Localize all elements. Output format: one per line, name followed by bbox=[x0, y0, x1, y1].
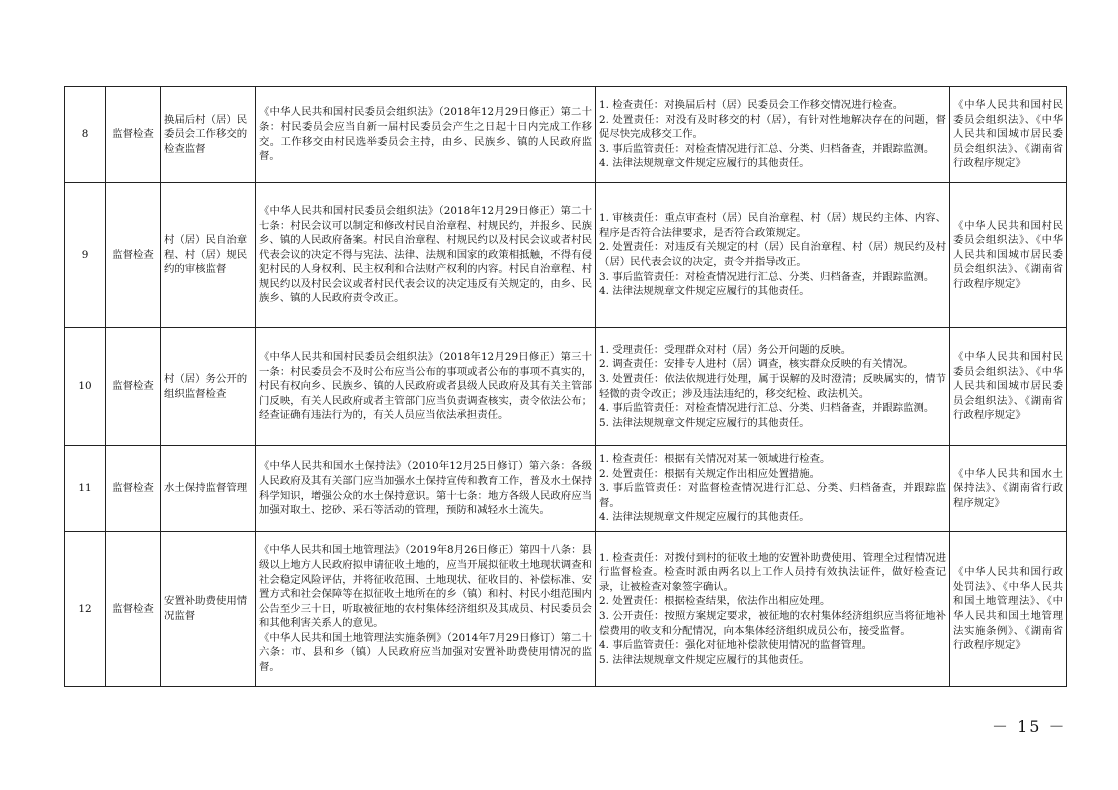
basis-paragraph: 《中华人民共和国土地管理法实施条例》（2014年7月29日修订）第二十六条：市、县和乡（镇）人民政府应当加强对安置补助费使用情况的监督。 bbox=[259, 631, 592, 674]
row-references: 《中华人民共和国村民委员会组织法》、《中华人民共和国城市居民委员会组织法》、《湖南省行政程序规定》 bbox=[950, 328, 1067, 446]
duty-item: 1. 检查责任：对拨付到村的征收土地的安置补助费使用、管理全过程情况进行监督检查。检查时派由两名以上工作人员持有效执法证件，做好检查记录，让被检查对象签字确认。 bbox=[599, 551, 946, 593]
duty-item: 2. 处置责任：根据检查结果，依法作出相应处理。 bbox=[599, 595, 831, 608]
row-references: 《中华人民共和国水土保持法》、《湖南省行政程序规定》 bbox=[950, 446, 1067, 532]
basis-paragraph: 《中华人民共和国水土保持法》（2010年12月25日修订）第六条：各级人民政府及其有关部门应当加强水土保持宣传和教育工作，普及水土保持科学知识，增强公众的水土保持意识。第十七条：地方各级人民政府应当加强对取土、挖砂、采石等活动的管理，预防和减轻水土流失。 bbox=[259, 460, 592, 517]
duty-item: 2. 处置责任：对没有及时移交的村（居），有针对性地解决存在的问题，督促尽快完成移交工作。 bbox=[599, 113, 946, 141]
basis-paragraph: 《中华人民共和国土地管理法》（2019年8月26日修正）第四十八条：县级以上地方人民政府拟申请征收土地的，应当开展拟征收土地现状调查和社会稳定风险评估，并将征收范围、土地现状、征收目的、补偿标准、安置方式和社会保障等在拟征收土地所在的乡（镇）和村、村民小组范围内公告至少三十日，听取被征地的农村集体经济组织及其成员、村民委员会和其他利害关系人的意见。 bbox=[259, 544, 592, 630]
row-references: 《中华人民共和国村民委员会组织法》、《中华人民共和国城市居民委员会组织法》、《湖南省行政程序规定》 bbox=[950, 183, 1067, 328]
row-basis bbox=[256, 183, 596, 328]
page-number: － 15 － bbox=[992, 717, 1067, 736]
duty-item: 4. 事后监管责任：强化对征地补偿款使用情况的监督管理。 bbox=[599, 639, 872, 652]
table-row bbox=[65, 183, 1067, 328]
table-row bbox=[65, 446, 1067, 532]
basis-paragraph: 《中华人民共和国村民委员会组织法》（2018年12月29日修正）第二十七条：村民会议可以制定和修改村民自治章程、村规民约，并报乡、民族乡、镇的人民政府备案。村民自治章程、村规民约以及村民会议或者村民代表会议的决定不得与宪法、法律、法规和国家的政策相抵触，不得有侵犯村民的人身权利、民主权利和合法财产权利的内容。村民自治章程、村规民约以及村民会议或者村民代表会议的决定违反有关规定的，由乡、民族乡、镇的人民政府责令改正。 bbox=[259, 204, 592, 305]
row-category: 监督检查 bbox=[106, 87, 161, 183]
row-item: 换届后村（居）民委员会工作移交的检查监督 bbox=[161, 87, 256, 183]
duty-item: 4. 事后监管责任：对检查情况进行汇总、分类、归档备查，并跟踪监测。 bbox=[599, 402, 935, 415]
row-item: 安置补助费使用情况监督 bbox=[161, 532, 256, 687]
row-number: 11 bbox=[65, 446, 106, 532]
duty-item: 2. 处置责任：根据有关规定作出相应处置措施。 bbox=[599, 467, 821, 480]
responsibility-table bbox=[64, 86, 1067, 687]
row-number: 10 bbox=[65, 328, 106, 446]
table-row bbox=[65, 532, 1067, 687]
duty-item: 2. 处置责任：对违反有关规定的村（居）民自治章程、村（居）规民约及村（居）民代表会议的决定，责令并指导改正。 bbox=[599, 241, 946, 268]
row-category: 监督检查 bbox=[106, 446, 161, 532]
row-duties bbox=[596, 183, 950, 328]
duty-item: 3. 事后监管责任：对检查情况进行汇总、分类、归档备查，并跟踪监测。 bbox=[599, 270, 935, 283]
row-item: 村（居）务公开的组织监督检查 bbox=[161, 328, 256, 446]
duty-item: 4. 法律法规规章文件规定应履行的其他责任。 bbox=[599, 511, 810, 524]
row-duties bbox=[596, 446, 950, 532]
row-references: 《中华人民共和国村民委员会组织法》、《中华人民共和国城市居民委员会组织法》、《湖南省行政程序规定》 bbox=[950, 87, 1067, 183]
row-basis bbox=[256, 446, 596, 532]
row-duties bbox=[596, 87, 950, 183]
row-duties bbox=[596, 328, 950, 446]
duty-item: 3. 公开责任：按照方案规定要求，被征地的农村集体经济组织应当将征地补偿费用的收支和分配情况，向本集体经济组织成员公布，接受监督。 bbox=[599, 610, 946, 637]
duty-item: 3. 事后监管责任：对检查情况进行汇总、分类、归档备查，并跟踪监测。 bbox=[599, 142, 935, 155]
duty-item: 2. 调查责任：安排专人进村（居）调查，核实群众反映的有关情况。 bbox=[599, 358, 914, 371]
basis-paragraph: 《中华人民共和国村民委员会组织法》（2018年12月29日修正）第三十一条：村民委员会不及时公布应当公布的事项或者公布的事项不真实的，村民有权向乡、民族乡、镇的人民政府或者县级人民政府及其有关主管部门反映，有关人民政府或者主管部门应当负责调查核实，责令依法公布；经查证确有违法行为的，有关人员应当依法承担责任。 bbox=[259, 351, 592, 422]
row-basis bbox=[256, 532, 596, 687]
row-number: 9 bbox=[65, 183, 106, 328]
table-row bbox=[65, 328, 1067, 446]
row-category: 监督检查 bbox=[106, 532, 161, 687]
row-category: 监督检查 bbox=[106, 328, 161, 446]
duty-item: 4. 法律法规规章文件规定应履行的其他责任。 bbox=[599, 285, 810, 298]
table-row bbox=[65, 87, 1067, 183]
row-number: 12 bbox=[65, 532, 106, 687]
duty-item: 1. 检查责任：根据有关情况对某一领域进行检查。 bbox=[599, 453, 831, 466]
duty-item: 4. 法律法规规章文件规定应履行的其他责任。 bbox=[599, 157, 810, 170]
row-basis bbox=[256, 87, 596, 183]
duty-item: 1. 审核责任：重点审查村（居）民自治章程、村（居）规民约主体、内容、程序是否符合法律要求，是否符合政策规定。 bbox=[599, 212, 946, 239]
row-item: 村（居）民自治章程、村（居）规民约的审核监督 bbox=[161, 183, 256, 328]
row-references: 《中华人民共和国行政处罚法》、《中华人民共和国土地管理法》、《中华人民共和国土地管理法实施条例》、《湖南省行政程序规定》 bbox=[950, 532, 1067, 687]
row-duties bbox=[596, 532, 950, 687]
row-basis bbox=[256, 328, 596, 446]
duty-item: 5. 法律法规规章文件规定应履行的其他责任。 bbox=[599, 416, 810, 429]
duty-item: 3. 事后监管责任：对监督检查情况进行汇总、分类、归档备查，并跟踪监督。 bbox=[599, 482, 946, 509]
duty-item: 3. 处置责任：依法依规进行处理，属于误解的及时澄清；反映属实的，情节轻微的责令改正；涉及违法违纪的，移交纪检、政法机关。 bbox=[599, 372, 946, 400]
duty-item: 1. 受理责任：受理群众对村（居）务公开问题的反映。 bbox=[599, 343, 852, 356]
row-category: 监督检查 bbox=[106, 183, 161, 328]
duty-item: 5. 法律法规规章文件规定应履行的其他责任。 bbox=[599, 653, 810, 666]
row-number: 8 bbox=[65, 87, 106, 183]
duty-item: 1. 检查责任：对换届后村（居）民委员会工作移交情况进行检查。 bbox=[599, 99, 904, 112]
basis-paragraph: 《中华人民共和国村民委员会组织法》（2018年12月29日修正）第二十条：村民委员会应当自新一届村民委员会产生之日起十日内完成工作移交。工作移交由村民选举委员会主持，由乡、民族乡、镇的人民政府监督。 bbox=[259, 106, 592, 163]
row-item: 水土保持监督管理 bbox=[161, 446, 256, 532]
